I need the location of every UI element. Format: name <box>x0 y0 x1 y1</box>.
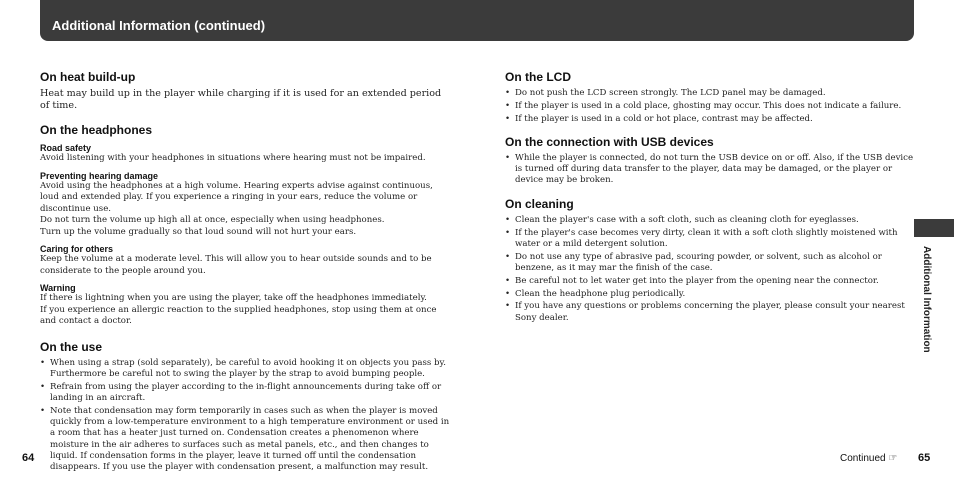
list-item: • Be careful not to let water get into the player from the opening near the connector. <box>505 275 879 286</box>
header-banner <box>40 0 914 41</box>
headphones-title: On the headphones <box>40 123 153 137</box>
right-page-number: 65 <box>918 452 931 464</box>
warning-text-2: If you experience an allergic reaction to the supplied headphones, stop using them at once and contact a doctor. <box>40 304 437 326</box>
heat-text: Heat may build up in the player while charging if it is used for an extended period of time. <box>40 88 442 111</box>
left-page-number: 64 <box>22 452 35 464</box>
list-item: • When using a strap (sold separately), be careful to avoid hooking it on objects you pass by. Furthermore be careful not to swing the player by the strap to avoid bumping people. <box>40 357 446 379</box>
hearing-damage-text-1: Avoid using the headphones at a high volume. Hearing experts advise against continuous, loud and extended play. If you experience a ringing in your ears, reduce the volume or discontinue use. <box>40 180 433 214</box>
warning-title: Warning <box>40 283 76 293</box>
lcd-title: On the LCD <box>505 70 571 84</box>
left-column <box>40 70 450 475</box>
right-column <box>505 70 917 325</box>
road-safety-text: Avoid listening with your headphones in situations where hearing must not be impaired. <box>40 153 426 163</box>
header-title: Additional Information (continued) <box>52 18 266 33</box>
section-side-label: Additional Information <box>921 246 932 353</box>
road-safety-title: Road safety <box>40 143 92 153</box>
list-item: • Clean the headphone plug periodically. <box>505 288 686 299</box>
list-item: • If you have any questions or problems concerning the player, please consult your nearest Sony dealer. <box>505 301 905 323</box>
list-item: • If the player is used in a cold place, ghosting may occur. This does not indicate a failure. <box>505 100 902 111</box>
usb-list <box>505 153 917 187</box>
list-item: • If the player is used in a cold or hot place, contrast may be affected. <box>505 113 813 124</box>
hearing-damage-title: Preventing hearing damage <box>40 170 159 181</box>
list-item: • While the player is connected, do not turn the USB device on or off. Also, if the USB device is turned off during data transfer to the player, data may be damaged, or the player or device may be broken. <box>505 152 914 186</box>
caring-text: Keep the volume at a moderate level. This will allow you to hear outside sounds and to be considerate to the people around you. <box>40 254 432 276</box>
continued-indicator <box>840 453 897 464</box>
lcd-list <box>505 88 917 125</box>
hearing-damage-text-3: Turn up the volume gradually so that loud sound will not hurt your ears. <box>40 226 357 237</box>
list-item: • If the player's case becomes very dirty, clean it with a soft cloth slightly moistened with water or a mild detergent solution. <box>505 227 898 249</box>
section-tab-marker <box>914 219 954 237</box>
caring-title: Caring for others <box>40 244 114 254</box>
pointing-hand-icon: ☞ <box>888 453 898 464</box>
list-item: • Refrain from using the player according to the in-flight announcements during take off or landing in an aircraft. <box>40 381 442 403</box>
usb-title: On the connection with USB devices <box>505 134 714 149</box>
list-item: • Do not push the LCD screen strongly. The LCD panel may be damaged. <box>505 88 826 98</box>
use-list <box>40 358 450 474</box>
list-item: • Note that condensation may form temporarily in cases such as when the player is moved quickly from a low-temperature environment to a high temperature environment or used in a room that has a heater just turned on. Condensation creates a phenomenon where moisture in the air adheres to surfaces such as metal panels, etc., and then changes to liquid. If condensation forms in the player, leave it turned off until the condensation disappears. If you use the player with condensation present, a malfunction may result. <box>40 405 450 473</box>
heat-title: On heat build-up <box>40 70 136 84</box>
warning-text-1: If there is lightning when you are using the player, take off the headphones immediately. <box>40 293 427 303</box>
list-item: • Clean the player's case with a soft cloth, such as cleaning cloth for eyeglasses. <box>505 214 859 225</box>
cleaning-list <box>505 215 917 324</box>
list-item: • Do not use any type of abrasive pad, scouring powder, or solvent, such as alcohol or benzene, as it may mar the finish of the case. <box>505 251 882 273</box>
use-title: On the use <box>40 339 103 354</box>
hearing-damage-text-2: Do not turn the volume up high all at once, especially when using headphones. <box>40 215 385 225</box>
cleaning-title: On cleaning <box>505 196 574 211</box>
continued-label: Continued <box>840 453 886 464</box>
